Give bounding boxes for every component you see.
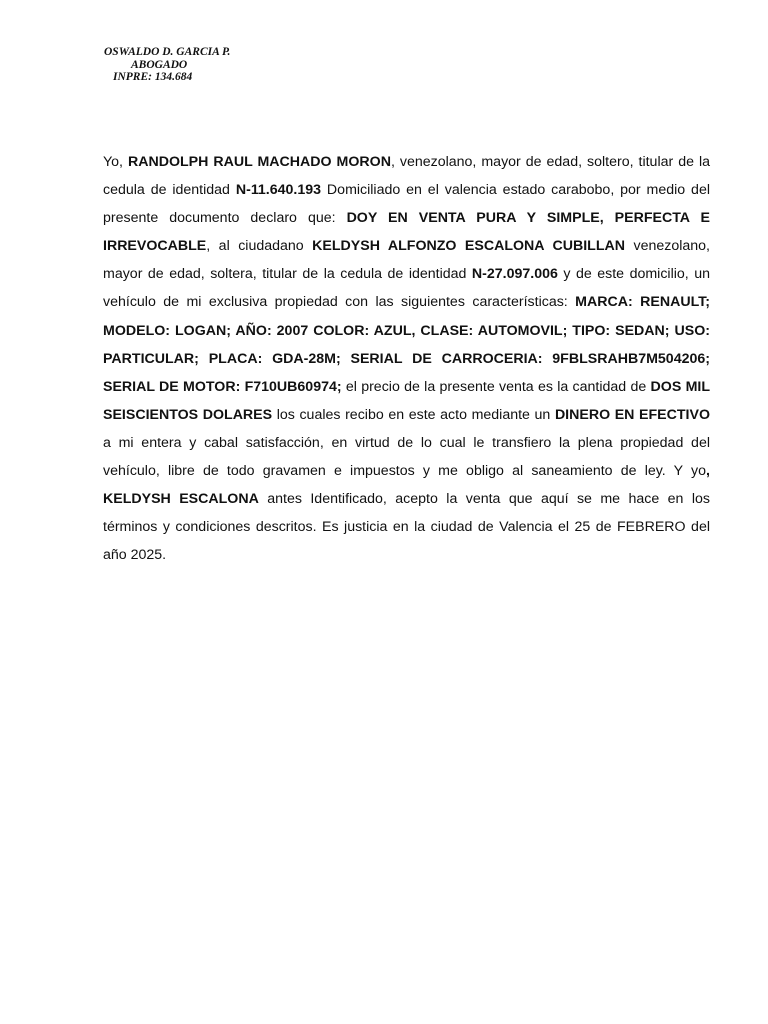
- text-segment: , al ciudadano: [206, 238, 313, 255]
- buyer-id-number: N-27.097.006: [471, 266, 558, 283]
- text-segment: venezolano, mayor de edad, soltera, titular de la cedula de identidad: [103, 238, 710, 283]
- sale-declaration-paragraph: [103, 148, 710, 569]
- payment-method: DINERO EN EFECTIVO: [554, 406, 710, 423]
- lawyer-name: OSWALDO D. GARCIA P.: [104, 46, 231, 58]
- text-segment: el precio de la presente venta es la cantidad de: [341, 378, 651, 395]
- seller-name: RANDOLPH RAUL MACHADO MORON: [127, 154, 391, 170]
- text-segment: y de este domicilio, un vehículo de mi exclusiva propiedad con las siguientes características:: [103, 266, 710, 311]
- text-segment: a mi entera y cabal satisfacción, en virtud de lo cual le transfiero la plena propiedad del vehículo, libre de todo gravamen e impuestos y me obligo al saneamiento de ley. Y yo: [103, 434, 710, 480]
- letterhead: [104, 46, 230, 84]
- buyer-name: KELDYSH ALFONZO ESCALONA CUBILLAN: [312, 238, 625, 255]
- lawyer-title: ABOGADO: [131, 58, 188, 71]
- seller-id-number: N-11.640.193: [235, 182, 322, 199]
- text-segment: , venezolano, mayor de edad, soltero, titular de la cedula de identidad: [103, 154, 710, 199]
- sale-type: DOY EN VENTA PURA Y SIMPLE, PERFECTA E IRREVOCABLE: [103, 210, 710, 255]
- sale-price: DOS MIL SEISCIENTOS DOLARES: [103, 378, 710, 423]
- bold-comma: ,: [706, 463, 710, 480]
- text-segment: los cuales recibo en este acto mediante un: [272, 406, 555, 423]
- text-segment: antes Identificado, acepto la venta que aquí se me hace en los términos y condiciones descritos. Es justicia en la ciudad de Valencia el 25 de FEBRERO del año 2025.: [103, 491, 710, 564]
- text-segment: Domiciliado en el valencia estado carabobo, por medio del presente documento declaro que:: [103, 182, 710, 227]
- vehicle-details: MARCA: RENAULT; MODELO: LOGAN; AÑO: 2007 COLOR: AZUL, CLASE: AUTOMOVIL; TIPO: SEDAN; USO: PARTICULAR; PLACA: GDA-28M; SERIAL DE CARROCERIA: 9FBLSRAHB7M504206; SERIAL DE MOTOR: F710UB60974;: [103, 294, 710, 395]
- text-segment: Yo,: [103, 154, 128, 170]
- buyer-short-name: KELDYSH ESCALONA: [103, 491, 259, 508]
- inpre-number: INPRE: 134.684: [113, 71, 193, 83]
